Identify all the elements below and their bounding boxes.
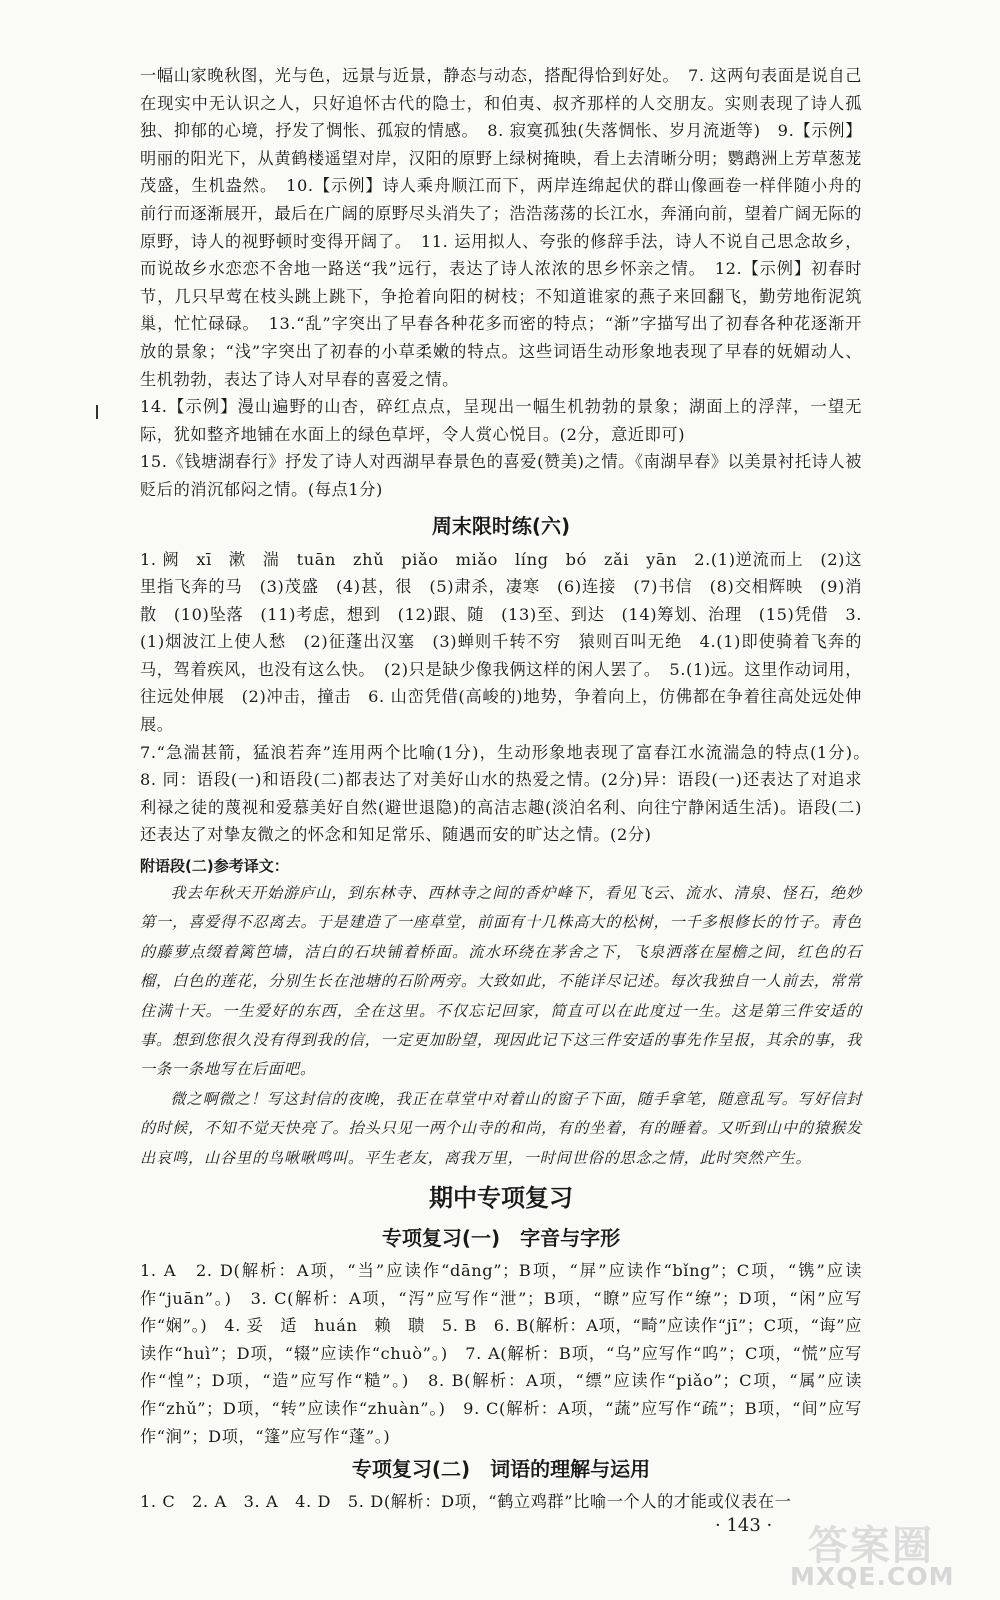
margin-mark [96,405,98,419]
translation-paragraph: 我去年秋天开始游庐山，到东林寺、西林寺之间的香炉峰下，看见飞云、流水、清泉、怪石，绝妙第一，喜爱得不忍离去。于是建造了一座草堂，前面有十几株高大的松树，一千多根修长的竹子。青色的藤萝点缀着篱笆墙，洁白的石块铺着桥面。流水环绕在茅舍之下，飞泉洒落在屋檐之间，红色的石榴，白色的莲花，分别生长在池塘的石阶两旁。大致如此，不能详尽记述。每次我独自一人前去，常常住满十天。一生爱好的东西，全在这里。不仅忘记回家，简直可以在此度过一生。这是第三件安适的事。想到您很久没有得到我的信，一定更加盼望，现因此记下这三件安适的事先作呈报，其余的事，我一条一条地写在后面吧。 [140,884,862,1079]
answer-paragraph: 1. 阙 xī 漱 湍 tuān zhǔ piǎo miǎo líng bó zǎi yān 2.(1)逆流而上 (2)这里指飞奔的马 (3)茂盛 (4)甚，很 (5)肃杀，凄寒 (6)连接 (7)书信 (8)交相辉映 (9)消散 (10)坠落 (11)考虑，想到 (12)跟、随 (13)至、到达 (14)筹划、治理 (15)凭借 3.(1)烟波江上使人愁 (2)征蓬出汉塞 (3)蝉则千转不穷 猿则百叫无绝 4.(1)即使骑着飞奔的马，驾着疾风，也没有这么快。 (2)只是缺少像我俩这样的闲人罢了。 5.(1)远。这里作动词用，往远处伸展 (2)冲击，撞击 6. 山峦凭借(高峻的)地势，争着向上，仿佛都在争着往高处远处伸展。 [140,549,862,735]
translation-paragraph: 微之啊微之！写这封信的夜晚，我正在草堂中对着山的窗子下面，随手拿笔，随意乱写。写好信封的时候，不知不觉天快亮了。抬头只见一两个山寺的和尚，有的坐着，有的睡着。又听到山中的猿猴发出哀鸣，山谷里的鸟啾啾鸣叫。平生老友，离我万里，一时间世俗的思念之情，此时突然产生。 [140,1089,862,1167]
page-content [140,62,879,1516]
watermark [790,1518,990,1598]
answer-paragraph: 1. A 2. D(解析：A项，“当”应读作“dāng”；B项，“屏”应读作“bǐng”；C项，“镌”应读作“juān”。) 3. C(解析：A项，“泻”应写作“泄”；B项，“瞭”应写作“缭”；D项，“闲”应写作“娴”。) 4. 妥 适 huán 赖 聩 5. B 6. B(解析：A项，“畸”应读作“jī”；C项，“诲”应读作“huì”；D项，“辍”应读作“chuò”。) 7. A(解析：B项，“乌”应写作“呜”；C项，“慌”应写作“惶”；D项，“造”应写作“糙”。) 8. B(解析：A项，“缥”应读作“piǎo”；C项，“属”应读作“zhǔ”；D项，“转”应读作“zhuàn”。) 9. C(解析：A项，“蔬”应写作“疏”；B项，“间”应写作“涧”；D项，“篷”应写作“蓬”。) [140,1261,862,1446]
answer-paragraph: 15.《钱塘湖春行》抒发了诗人对西湖早春景色的喜爱(赞美)之情。《南湖早春》以美景衬托诗人被贬后的消沉郁闷之情。(每点1分) [140,452,862,499]
appendix-heading: 附语段(二)参考译文： [140,857,289,876]
review-2-title: 专项复习(二) 词语的理解与运用 [351,1457,651,1482]
review-1-title: 专项复习(一) 字音与字形 [381,1226,621,1251]
answer-paragraph: 14.【示例】漫山遍野的山杏，碎红点点，呈现出一幅生机勃勃的景象；湖面上的浮萍，一望无际，犹如整齐地铺在水面上的绿色草坪，令人赏心悦目。(2分，意近即可) [140,397,862,444]
answer-paragraph: 1. C 2. A 3. A 4. D 5. D(解析：D项，“鹤立鸡群”比喻一个人的才能或仪表在一 [140,1492,792,1512]
answer-paragraph: 一幅山家晚秋图，光与色，远景与近景，静态与动态，搭配得恰到好处。 7. 这两句表面是说自己在现实中无认识之人，只好追怀古代的隐士，和伯夷、叔齐那样的人交朋友。实则表现了诗人孤独、抑郁的心境，抒发了惆怅、孤寂的情感。 8. 寂寞孤独(失落惆怅、岁月流逝等) 9.【示例】明丽的阳光下，从黄鹤楼遥望对岸，汉阳的原野上绿树掩映，看上去清晰分明；鹦鹉洲上芳草葱茏茂盛，生机盎然。 10.【示例】诗人乘舟顺江而下，两岸连绵起伏的群山像画卷一样伴随小舟的前行而逐渐展开，最后在广阔的原野尽头消失了；浩浩荡荡的长江水，奔涌向前，望着广阔无际的原野，诗人的视野顿时变得开阔了。 11. 运用拟人、夸张的修辞手法，诗人不说自己思念故乡，而说故乡水恋恋不舍地一路送“我”远行，表达了诗人浓浓的思乡怀亲之情。 12.【示例】初春时节，几只早莺在枝头跳上跳下，争抢着向阳的树枝；不知道谁家的燕子来回翻飞，勤劳地衔泥筑巢，忙忙碌碌。 13.“乱”字突出了早春各种花多而密的特点；“渐”字描写出了初春各种花逐渐开放的景象；“浅”字突出了初春的小草柔嫩的特点。这些词语生动形象地表现了早春的妩媚动人、生机勃勃，表达了诗人对早春的喜爱之情。 [140,66,862,389]
page-number: · 143 · [715,1515,773,1536]
watermark-logo: 答案圈 [808,1523,934,1569]
answer-paragraph: 7.“急湍甚箭，猛浪若奔”连用两个比喻(1分)，生动形象地表现了富春江水流湍急的特点(1分)。 8. 同：语段(一)和语段(二)都表达了对美好山水的热爱之情。(2分)异：语段(一)还表达了对追求利禄之徒的蔑视和爱慕美好自然(避世退隐)的高洁志趣(淡泊名利、向往宁静闲适生活)。语段(二)还表达了对挚友微之的怀念和知足常乐、随遇而安的旷达之情。(2分) [140,742,879,845]
section-title-weekend-6: 周末限时练(六) [431,513,571,538]
midterm-review-title: 期中专项复习 [429,1184,573,1213]
watermark-text: MXQE.COM [790,1562,955,1591]
